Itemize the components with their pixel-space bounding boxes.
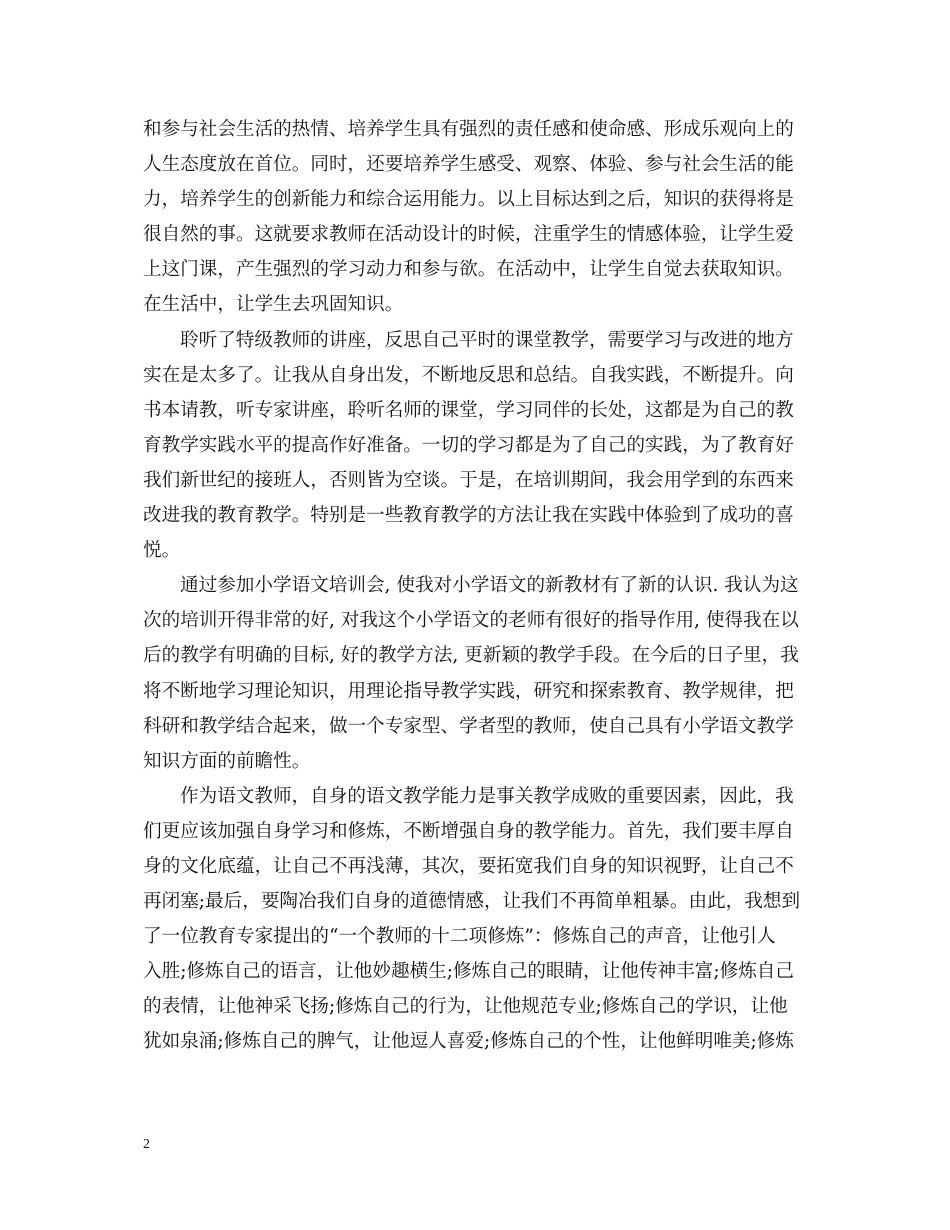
paragraph-2: 聆听了特级教师的讲座，反思自己平时的课堂教学，需要学习与改进的地方 实在是太多了。让我从自身出发，不断地反思和总结。自我实践，不断提升。向 书本请教，听专家讲座，聆听名师的课堂，学习同伴的长处，这都是为自己的教 育教学实践水平的提高作好准备。一切的学习都是为了自己的实践，为了教育好 我们新世纪的接班人，否则皆为空谈。于是，在培训期间，我会用学到的东西来 改进我的教育教学。特别是一些教育教学的方法让我在实践中体验到了成功的喜 悦。 [143,329,794,562]
paragraph-1: 和参与社会生活的热情、培养学生具有强烈的责任感和使命感、形成乐观向上的 人生态度放在首位。同时，还要培养学生感受、观察、体验、参与社会生活的能 力，培养学生的创新能力和综合运用能力。以上目标达到之后，知识的获得将是 很自然的事。这就要求教师在活动设计的时候，注重学生的情感体验，让学生爱 上这门课，产生强烈的学习动力和参与欲。在活动中，让学生自觉去获取知识。 在生活中，让学生去巩固知识。 [143,119,794,316]
page-number: 2 [143,1137,150,1152]
paragraph-3: 通过参加小学语文培训会, 使我对小学语文的新教材有了新的认识. 我认为这 次的培训开得非常的好, 对我这个小学语文的老师有很好的指导作用, 使得我在以 后的教学有明确的目标, 好的教学方法, 更新颖的教学手段。在今后的日子里，我 将不断地学习理论知识，用理论指导教学实践，研究和探索教育、教学规律，把 科研和教学结合起来，做一个专家型、学者型的教师，使自己具有小学语文教学 知识方面的前瞻性。 [143,575,799,772]
document-body [143,112,806,1060]
paragraph-4: 作为语文教师，自身的语文教学能力是事关教学成败的重要因素，因此，我 们更应该加强自身学习和修炼，不断增强自身的教学能力。首先，我们要丰厚自 身的文化底蕴，让自己不再浅薄，其次，要拓宽我们自身的知识视野，让自己不 再闭塞;最后，要陶冶我们自身的道德情感，让我们不再简单粗暴。由此，我想到 了一位教育专家提出的“一个教师的十二项修炼”：修炼自己的声音，让他引人 入胜;修炼自己的语言，让他妙趣横生;修炼自己的眼睛，让他传神丰富;修炼自己 的表情，让他神采飞扬;修炼自己的行为，让他规范专业;修炼自己的学识，让他 犹如泉涌;修炼自己的脾气，让他逗人喜爱;修炼自己的个性，让他鲜明唯美;修炼 [143,785,801,1053]
